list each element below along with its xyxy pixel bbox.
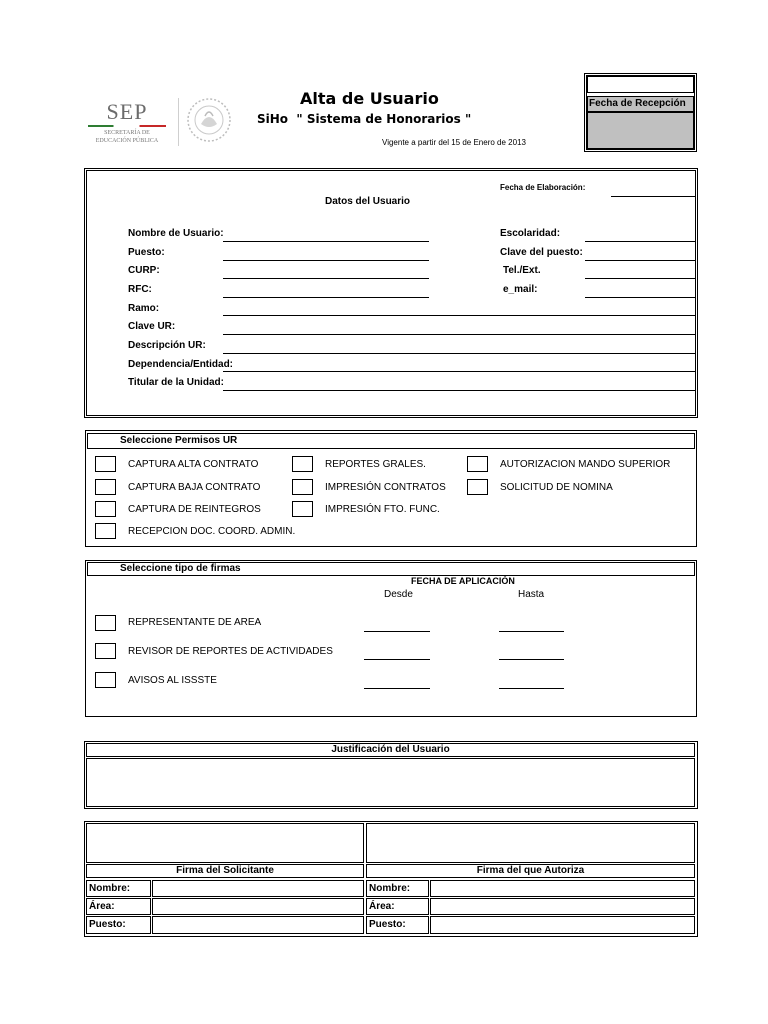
field-line [223, 241, 429, 242]
justificacion-textarea[interactable] [86, 758, 695, 807]
permiso-checkbox[interactable] [292, 501, 313, 517]
field-line [223, 353, 695, 354]
autoriza-area-input[interactable] [430, 898, 695, 915]
permiso-label: CAPTURA DE REINTEGROS [128, 504, 261, 515]
sep-logo-rule [88, 125, 166, 127]
solicitante-label: Firma del Solicitante [86, 864, 364, 878]
field-label: Tel./Ext. [503, 265, 541, 276]
fecha-recepcion-input[interactable] [587, 112, 694, 149]
rfc-input[interactable] [223, 283, 429, 297]
ramo-input[interactable] [223, 299, 695, 314]
field-line [223, 371, 695, 372]
permiso-label: IMPRESIÓN CONTRATOS [325, 482, 446, 493]
clave-puesto-input[interactable] [585, 246, 695, 260]
email-input[interactable] [585, 283, 695, 297]
field-label: Titular de la Unidad: [128, 377, 224, 388]
hasta-label: Hasta [518, 589, 545, 600]
sig-row-label: Nombre: [86, 880, 151, 897]
firma-desde-input[interactable] [364, 645, 430, 659]
autoriza-label: Firma del que Autoriza [366, 864, 695, 878]
escolaridad-input[interactable] [585, 227, 695, 241]
field-line [499, 688, 564, 689]
vigente-text: Vigente a partir del 15 de Enero de 2013 [382, 138, 526, 147]
field-label: e_mail: [503, 284, 538, 295]
permiso-checkbox[interactable] [95, 523, 116, 539]
field-label: Puesto: [128, 247, 165, 258]
field-line [585, 278, 695, 279]
tel-ext-input[interactable] [585, 264, 695, 278]
dependencia-input[interactable] [224, 355, 695, 370]
autoriza-puesto-input[interactable] [430, 916, 695, 934]
field-label: Dependencia/Entidad: [128, 359, 234, 370]
permiso-label: CAPTURA BAJA CONTRATO [128, 482, 261, 493]
field-line [223, 315, 695, 316]
permiso-checkbox[interactable] [95, 479, 116, 495]
puesto-input[interactable] [223, 246, 429, 260]
field-line [585, 241, 695, 242]
field-line [223, 390, 695, 391]
permiso-label: SOLICITUD DE NOMINA [500, 482, 613, 493]
fecha-recepcion-top-cell [587, 76, 694, 93]
firma-desde-input[interactable] [364, 617, 430, 631]
permiso-checkbox[interactable] [467, 479, 488, 495]
field-line [499, 631, 564, 632]
desde-label: Desde [384, 589, 413, 600]
page-subtitle: SiHo " Sistema de Honorarios " [257, 112, 472, 126]
sep-logo-sub2: EDUCACIÓN PÚBLICA [95, 138, 159, 144]
sig-row-label: Puesto: [366, 916, 429, 934]
permiso-checkbox[interactable] [467, 456, 488, 472]
autoriza-signature-area[interactable] [366, 823, 695, 863]
sig-row-label: Nombre: [366, 880, 429, 897]
firmas-section [85, 560, 697, 717]
field-line [223, 260, 429, 261]
field-line [499, 659, 564, 660]
justificacion-title: Justificación del Usuario [86, 743, 695, 757]
solicitante-area-input[interactable] [152, 898, 364, 915]
permiso-checkbox[interactable] [292, 456, 313, 472]
permisos-title: Seleccione Permisos UR [87, 433, 695, 449]
field-label: Clave UR: [128, 321, 176, 332]
fecha-aplicacion-label: FECHA DE APLICACIÓN [411, 576, 515, 586]
sep-logo-sub1: SECRETARÍA DE [104, 130, 150, 136]
page-title: Alta de Usuario [300, 89, 439, 108]
firma-hasta-input[interactable] [499, 674, 564, 688]
permiso-label: AUTORIZACION MANDO SUPERIOR [500, 459, 671, 470]
sep-logo [86, 100, 168, 150]
firma-checkbox[interactable] [95, 643, 116, 659]
field-line [585, 297, 695, 298]
autoriza-nombre-input[interactable] [430, 880, 695, 897]
field-line [223, 334, 695, 335]
nombre-usuario-input[interactable] [223, 227, 429, 241]
field-line [364, 688, 430, 689]
sig-row-label: Área: [366, 898, 429, 915]
permiso-checkbox[interactable] [292, 479, 313, 495]
field-label: Nombre de Usuario: [128, 228, 224, 239]
datos-usuario-title: Datos del Usuario [325, 196, 411, 207]
logo-divider [178, 98, 179, 146]
permiso-checkbox[interactable] [95, 501, 116, 517]
solicitante-signature-area[interactable] [86, 823, 364, 863]
field-label: Ramo: [128, 303, 160, 314]
permiso-checkbox[interactable] [95, 456, 116, 472]
field-line [223, 297, 429, 298]
sep-logo-text: SEP [106, 99, 148, 124]
field-line [585, 260, 695, 261]
titular-unidad-input[interactable] [223, 374, 695, 389]
descripcion-ur-input[interactable] [223, 337, 695, 352]
field-line [223, 278, 429, 279]
firma-hasta-input[interactable] [499, 645, 564, 659]
permiso-label: CAPTURA ALTA CONTRATO [128, 459, 259, 470]
permiso-label: IMPRESIÓN FTO. FUNC. [325, 504, 440, 515]
firmas-title: Seleccione tipo de firmas [87, 562, 695, 576]
fecha-recepcion-label: Fecha de Recepción [587, 96, 694, 112]
firma-checkbox[interactable] [95, 672, 116, 688]
curp-input[interactable] [223, 264, 429, 278]
field-line [364, 631, 430, 632]
field-label: Descripción UR: [128, 340, 206, 351]
fecha-elaboracion-input[interactable] [611, 182, 695, 196]
field-line [364, 659, 430, 660]
field-label: RFC: [128, 284, 152, 295]
sig-row-label: Área: [86, 898, 151, 915]
firma-label: REVISOR DE REPORTES DE ACTIVIDADES [128, 646, 333, 657]
clave-ur-input[interactable] [223, 318, 695, 333]
fecha-elaboracion-line [611, 196, 695, 197]
permiso-label: RECEPCION DOC. COORD. ADMIN. [128, 526, 296, 537]
firma-label: REPRESENTANTE DE AREA [128, 617, 262, 628]
firma-label: AVISOS AL ISSSTE [128, 675, 217, 686]
field-label: Escolaridad: [500, 228, 561, 239]
firma-checkbox[interactable] [95, 615, 116, 631]
field-label: CURP: [128, 265, 160, 276]
field-label: Clave del puesto: [500, 247, 583, 258]
firma-desde-input[interactable] [364, 674, 430, 688]
national-seal-icon [185, 92, 233, 148]
solicitante-puesto-input[interactable] [152, 916, 364, 934]
firma-hasta-input[interactable] [499, 617, 564, 631]
permiso-label: REPORTES GRALES. [325, 459, 426, 470]
solicitante-nombre-input[interactable] [152, 880, 364, 897]
fecha-elaboracion-label: Fecha de Elaboración: [500, 183, 586, 192]
sig-row-label: Puesto: [86, 916, 151, 934]
